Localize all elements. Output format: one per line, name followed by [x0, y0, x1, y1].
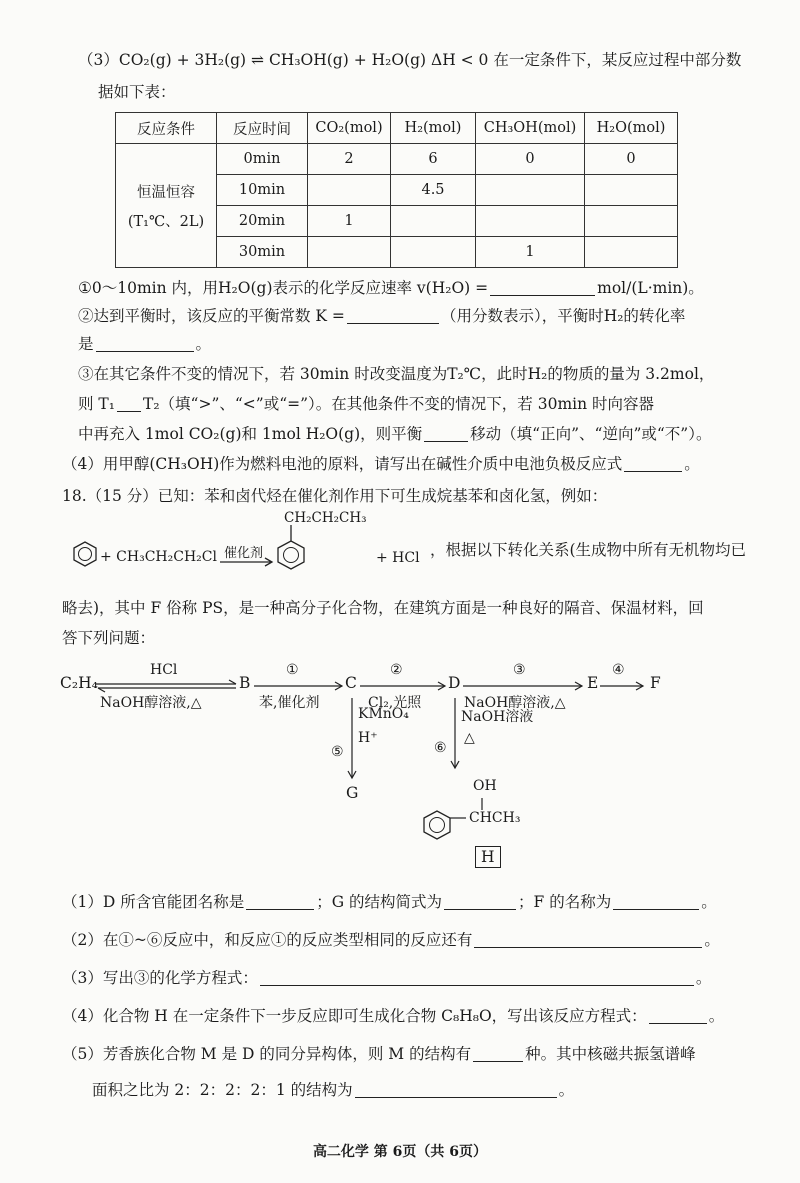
condition-cell [116, 144, 217, 268]
table-cell: 30min [217, 237, 308, 268]
table-cell [476, 206, 585, 237]
sub3-line3-text: 中再充入 1mol CO₂(g)和 1mol H₂O(g)，则平衡 [78, 425, 423, 443]
example-side-chain: CH₂CH₂CH₃ [284, 510, 367, 526]
p1-text-d: 。 [701, 893, 717, 911]
scheme-n3: ③ [513, 662, 526, 678]
answer-blank[interactable] [117, 396, 141, 413]
sub1-text: ①0～10min 内，用H₂O(g)表示的化学反应速率 v(H₂O) = [78, 279, 489, 297]
page-footer: 高二化学 第 6页（共 6页） [312, 1144, 488, 1160]
p2-end: 。 [704, 931, 720, 949]
table-cell: 20min [217, 206, 308, 237]
scheme-c: C [345, 674, 357, 692]
scheme-reverse-cond: NaOH醇溶液,△ [100, 695, 202, 711]
table-cell: 10min [217, 175, 308, 206]
q3-sub2-line2 [78, 332, 211, 354]
q4-text: （4）用甲醇(CH₃OH)作为燃料电池的原料，请写出在碱性介质中电池负极反应式 [62, 455, 623, 473]
table-cell [585, 237, 678, 268]
sub3-line2-rest: T₂（填“>”、“<”或“=”）。在其他条件不变的情况下，若 30min 时向容器 [142, 395, 655, 413]
q18-line2: 略去)，其中 F 俗称 PS，是一种高分子化合物，在建筑方面是一种良好的隔音、保温材料，回 [62, 599, 704, 617]
example-reagent: + CH₃CH₂CH₂Cl [100, 549, 217, 565]
q18-p5-line1 [62, 1042, 696, 1064]
p5-line2-end: 。 [558, 1081, 575, 1099]
answer-blank[interactable] [260, 970, 694, 987]
q4-end: 。 [684, 455, 700, 473]
table-header-cell: 反应时间 [217, 113, 308, 144]
table-cell: 0 [476, 144, 585, 175]
example-byproduct: + HCl [376, 550, 420, 566]
p1-text-b: ；G 的结构简式为 [316, 893, 443, 911]
example-trailing: ，根据以下转化关系(生成物中所有无机物均已 [430, 541, 747, 559]
condition-line1: 恒温恒容 [137, 184, 195, 201]
table-cell [308, 175, 391, 206]
answer-blank[interactable] [246, 894, 314, 911]
scheme-cond1: 苯,催化剂 [259, 695, 320, 711]
table-cell: 0min [217, 144, 308, 175]
sub3-line3-rest: 移动（填“正向”、“逆向”或“不”）。 [470, 425, 712, 443]
product-h-ring-inner [430, 818, 445, 833]
condition-line2: (T₁℃、2L) [127, 213, 205, 230]
table-cell: 0 [585, 144, 678, 175]
table-cell: 6 [391, 144, 476, 175]
q3-intro-line1: （3）CO₂(g) + 3H₂(g) ⇌ CH₃OH(g) + H₂O(g) ΔH < 0 在一定条件下，某反应过程中部分数 [78, 51, 742, 69]
table-cell [391, 237, 476, 268]
table-header-cell: H₂O(mol) [585, 113, 678, 144]
scheme-d: D [448, 674, 461, 692]
answer-blank[interactable] [444, 894, 516, 911]
q3-sub3-line3 [78, 422, 711, 444]
table-cell: 1 [308, 206, 391, 237]
table-cell: 2 [308, 144, 391, 175]
reaction-data-table [115, 112, 678, 268]
table-cell [308, 237, 391, 268]
p4-end: 。 [708, 1007, 725, 1025]
scheme-cond5b: H⁺ [358, 730, 378, 746]
q18-p2 [62, 928, 720, 950]
benzene-ring-inner [79, 548, 92, 561]
reaction-scheme [50, 660, 750, 875]
q18-p1 [62, 890, 717, 912]
scheme-cond6b: △ [464, 730, 475, 746]
answer-blank[interactable] [613, 894, 699, 911]
p5-line2-text: 面积之比为 2：2：2：2：1 的结构为 [92, 1081, 353, 1099]
q4-line [62, 452, 700, 474]
q3-sub3-line2 [78, 392, 654, 414]
scheme-f: F [650, 674, 661, 692]
p2-text: （2）在①~⑥反应中，和反应①的反应类型相同的反应还有 [62, 931, 473, 949]
table-row [116, 144, 678, 175]
p5-text: （5）芳香族化合物 M 是 D 的同分异构体，则 M 的结构有 [62, 1045, 472, 1063]
benzene-ring-icon [74, 542, 96, 566]
scheme-n5: ⑤ [331, 744, 344, 760]
scheme-cond6a: NaOH溶液 [461, 709, 534, 725]
p3-text: （3）写出③的化学方程式： [62, 969, 258, 987]
q18-line3: 答下列问题： [62, 629, 156, 647]
table-cell: 1 [476, 237, 585, 268]
scheme-n2: ② [390, 662, 403, 678]
sub2-line2-end: 。 [195, 335, 212, 353]
q3-sub1 [78, 276, 704, 298]
answer-blank[interactable] [424, 426, 468, 443]
p4-text: （4）化合物 H 在一定条件下一步反应即可生成化合物 C₈H₈O，写出该反应方程式： [62, 1007, 647, 1025]
product-h-label: H [475, 846, 501, 868]
product-h-ring-icon [424, 811, 450, 839]
scheme-start: C₂H₄ [60, 674, 98, 692]
scheme-cond3: NaOH醇溶液,△ [464, 695, 566, 711]
q3-sub3-line1: ③在其它条件不变的情况下，若 30min 时改变温度为T₂℃，此时H₂的物质的量为 3.2mol， [78, 365, 715, 383]
scheme-n4: ④ [612, 662, 625, 678]
p3-end: 。 [695, 969, 712, 987]
p1-text-c: ；F 的名称为 [518, 893, 612, 911]
q18-p5-line2 [92, 1078, 574, 1100]
answer-blank[interactable] [355, 1082, 557, 1099]
table-cell [476, 175, 585, 206]
propylbenzene-ring-icon [278, 541, 304, 569]
product-h-oh: OH [473, 778, 497, 794]
p5-mid: 种。其中核磁共振氢谱峰 [525, 1045, 696, 1063]
p1-text-a: （1）D 所含官能团名称是 [62, 893, 245, 911]
q3-sub2 [78, 304, 685, 326]
propylbenzene-ring-inner [284, 548, 299, 563]
table-header-cell: CH₃OH(mol) [476, 113, 585, 144]
table-header-cell: H₂(mol) [391, 113, 476, 144]
sub2-text: ②达到平衡时，该反应的平衡常数 K = [78, 307, 345, 325]
sub1-unit: mol/(L·min)。 [597, 279, 704, 297]
sub3-line2-text: 则 T₁ [78, 395, 115, 413]
answer-blank[interactable] [649, 1008, 707, 1025]
q18-p3 [62, 966, 711, 988]
example-catalyst: 催化剂 [224, 546, 264, 561]
answer-blank[interactable] [473, 1046, 523, 1063]
scheme-n1: ① [286, 662, 299, 678]
q3-intro-line2: 据如下表： [98, 83, 176, 101]
table-header-cell: CO₂(mol) [308, 113, 391, 144]
scheme-cond5a: KMnO₄ [358, 706, 409, 722]
table-header-cell: 反应条件 [116, 113, 217, 144]
scheme-n6: ⑥ [434, 740, 447, 756]
answer-blank[interactable] [474, 932, 702, 949]
answer-blank[interactable] [347, 308, 439, 325]
table-header-row [116, 113, 678, 144]
q18-p4 [62, 1004, 724, 1026]
sub2-line2-text: 是 [78, 335, 94, 353]
answer-blank[interactable] [96, 336, 194, 353]
product-h-chain: CHCH₃ [469, 810, 521, 826]
answer-blank[interactable] [624, 456, 682, 473]
scheme-e: E [587, 674, 599, 692]
table-cell: 4.5 [391, 175, 476, 206]
answer-blank[interactable] [490, 280, 595, 297]
scheme-g: G [346, 784, 359, 802]
scheme-cond2: Cl₂,光照 [368, 695, 422, 711]
table-cell [585, 175, 678, 206]
table-cell [585, 206, 678, 237]
scheme-b: B [239, 674, 251, 692]
example-reaction [58, 512, 758, 582]
scheme-hcl: HCl [150, 662, 178, 678]
sub2-mid: （用分数表示），平衡时H₂的转化率 [440, 307, 686, 325]
q18-header: 18.（15 分）已知：苯和卤代烃在催化剂作用下可生成烷基苯和卤化氢，例如： [62, 487, 608, 505]
table-cell [391, 206, 476, 237]
